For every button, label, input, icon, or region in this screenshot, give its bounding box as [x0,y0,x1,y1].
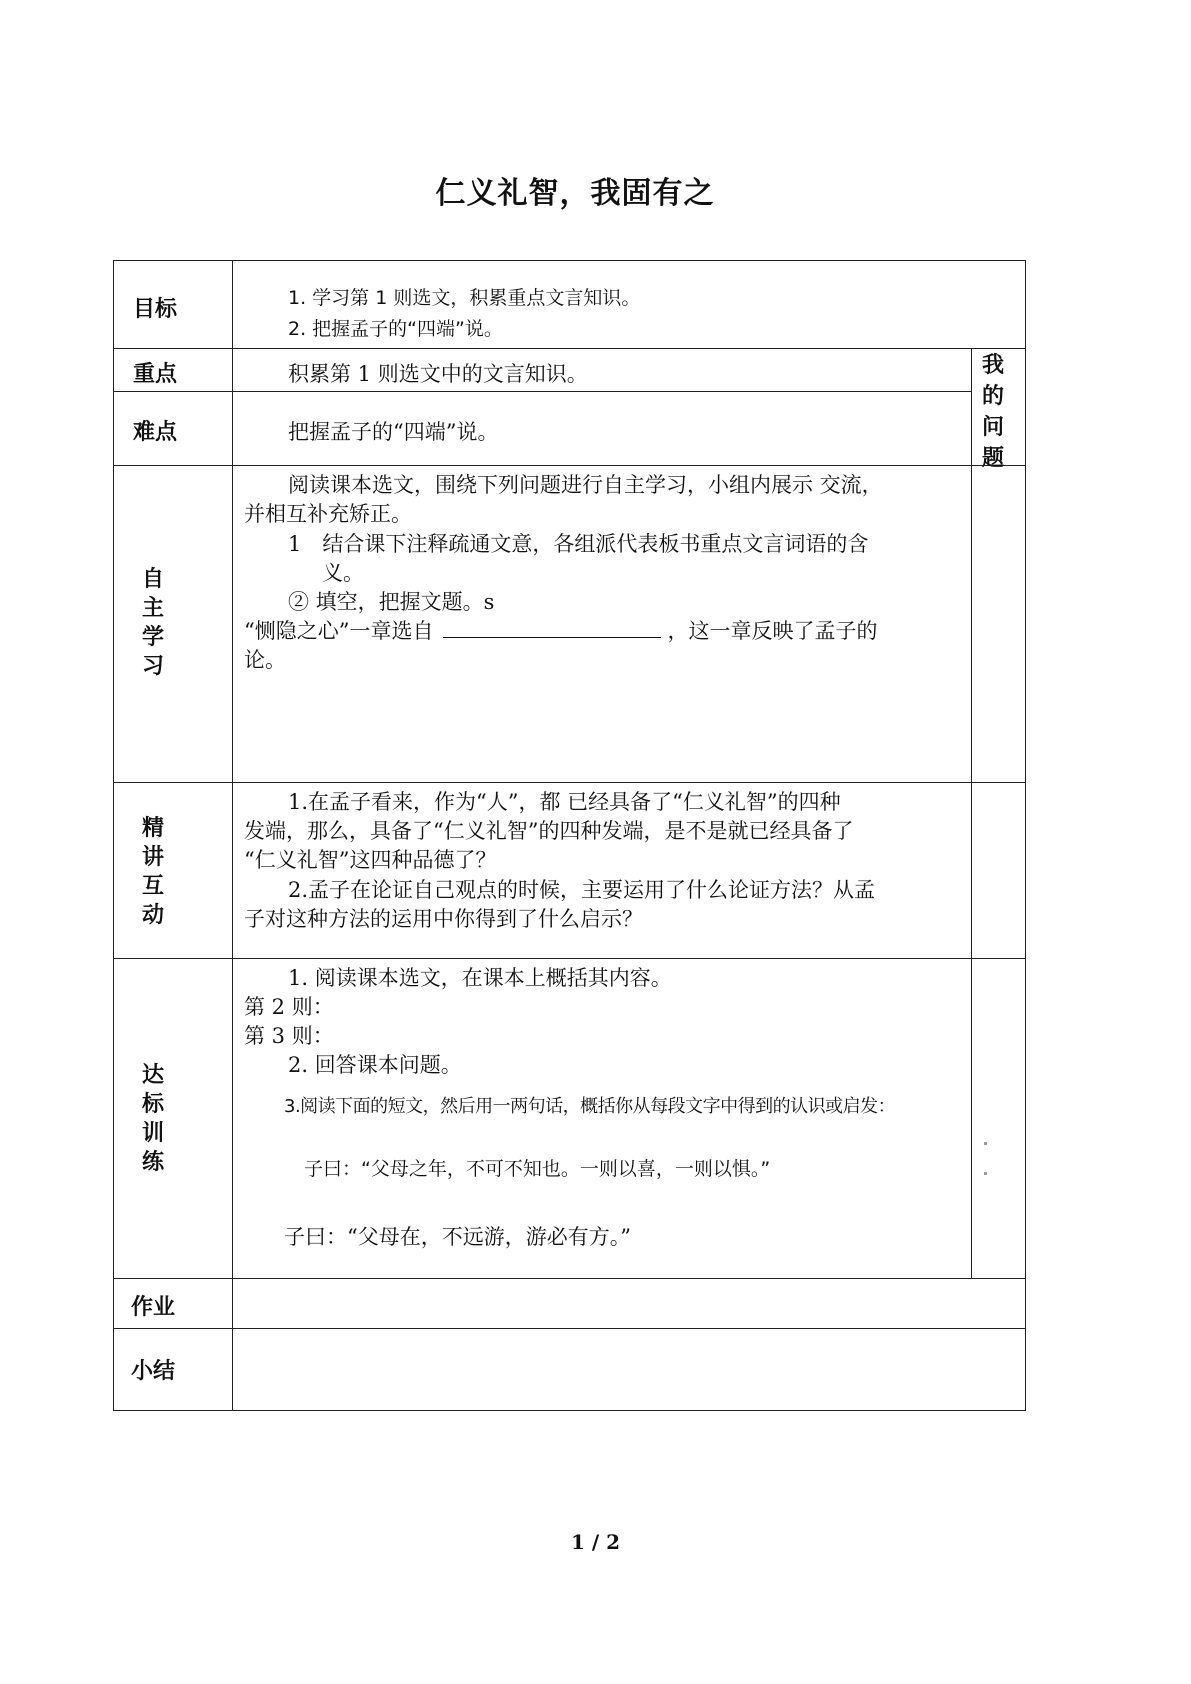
quote-2: 子曰：“父母在，不远游，游必有方。” [284,1225,631,1249]
table-border-top [113,260,1026,261]
training-line-2: 第 2 则： [244,995,334,1019]
summary-label: 小结 [131,1359,176,1384]
scan-speck [984,1142,987,1145]
interaction-label: 精讲互动 [141,816,164,928]
interaction-line-4: 2.孟子在论证自己观点的时候，主要运用了什么论证方法？从孟 [288,878,876,902]
self-study-label: 自主学习 [141,567,164,679]
row-divider [113,1328,1026,1329]
training-line-4: 2. 回答课本问题。 [288,1053,462,1077]
my-questions-label: 我的问题 [981,353,1004,471]
row-divider [113,782,1026,783]
fill-in-prefix: “恻隐之心”一章选自 [244,619,434,643]
table-border-right [1025,260,1026,1411]
fill-in-end: 论。 [244,648,286,672]
goal-item-1: 1. 学习第 1 则选文，积累重点文言知识。 [288,287,641,309]
self-study-line-5: ② 填空，把握文题。s [288,590,495,614]
label-column-divider [232,260,233,1411]
interaction-line-1: 1.在孟子看来，作为“人”，都 已经具备了“仁义礼智”的四种 [288,790,841,814]
self-study-line-2: 并相互补充矫正。 [244,502,412,526]
homework-label: 作业 [131,1295,176,1320]
scan-speck [984,1172,987,1175]
goal-item-2: 2. 把握孟子的“四端”说。 [288,318,503,340]
fill-in-suffix: ，这一章反映了孟子的 [667,619,878,643]
training-line-1: 1. 阅读课本选文，在课本上概括其内容。 [288,966,672,990]
quote-1: 子曰：“父母之年，不可不知也。一则以喜，一则以惧。” [304,1158,771,1180]
difficulty-label: 难点 [133,420,178,445]
training-label: 达标训练 [141,1063,164,1175]
self-study-line-1: 阅读课本选文，围绕下列问题进行自主学习，小组内展示 交流， [288,473,883,497]
training-line-3: 第 3 则： [244,1024,334,1048]
key-point-label: 重点 [133,362,178,387]
fill-in-sentence [244,615,877,645]
table-border-left [113,260,114,1411]
page-title: 仁义礼智，我固有之 [435,176,715,211]
row-divider [113,465,1026,466]
row-divider [113,348,1026,349]
page-number: 1 / 2 [570,1530,621,1554]
interaction-line-5: 子对这种方法的运用中你得到了什么启示？ [244,907,643,931]
difficulty-text: 把握孟子的“四端”说。 [288,420,499,444]
self-study-line-4: 义。 [322,561,364,585]
row-divider [113,1278,1026,1279]
training-question-3: 3.阅读下面的短文，然后用一两句话，概括你从每段文字中得到的认识或启发： [284,1096,896,1117]
table-border-bottom [113,1410,1026,1411]
goal-label: 目标 [133,297,178,322]
row-divider [113,958,1026,959]
self-study-line-3: 1 结合课下注释疏通文意，各组派代表板书重点文言词语的含 [288,532,869,556]
row-divider [113,391,972,392]
interaction-line-3: “仁义礼智”这四种品德了？ [244,848,497,872]
interaction-line-2: 发端，那么，具备了“仁义礼智”的四种发端，是不是就已经具备了 [244,819,854,843]
fill-in-blank[interactable] [443,619,661,638]
question-column-divider [971,348,972,1279]
key-point-text: 积累第 1 则选文中的文言知识。 [288,362,588,386]
